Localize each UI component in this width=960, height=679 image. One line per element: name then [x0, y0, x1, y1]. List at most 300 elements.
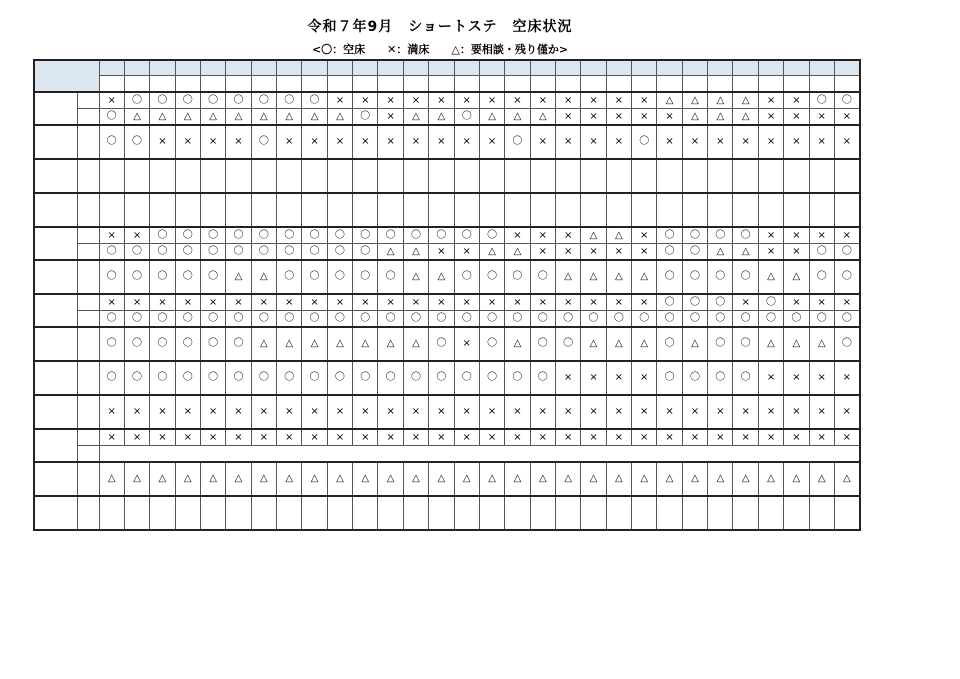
- header-day: [505, 60, 530, 75]
- availability-cell: ×: [226, 125, 251, 159]
- availability-cell: [479, 496, 504, 530]
- availability-cell: 〇: [479, 260, 504, 294]
- availability-cell: ×: [353, 395, 378, 429]
- availability-cell: ×: [809, 227, 834, 244]
- availability-cell: ×: [505, 429, 530, 446]
- availability-cell: △: [708, 109, 733, 126]
- availability-cell: 〇: [682, 244, 707, 261]
- availability-cell: 〇: [758, 311, 783, 328]
- room-type: [77, 125, 99, 159]
- availability-cell: [200, 193, 225, 227]
- availability-cell: ×: [606, 92, 631, 109]
- availability-cell: [733, 159, 758, 193]
- availability-cell: 〇: [708, 227, 733, 244]
- availability-cell: 〇: [175, 260, 200, 294]
- availability-cell: ×: [733, 395, 758, 429]
- availability-cell: ×: [454, 125, 479, 159]
- availability-cell: ×: [581, 244, 606, 261]
- availability-cell: [175, 193, 200, 227]
- room-type: [77, 311, 99, 328]
- availability-cell: △: [657, 462, 682, 496]
- availability-cell: 〇: [708, 361, 733, 395]
- availability-cell: ×: [327, 294, 352, 311]
- availability-cell: ×: [454, 395, 479, 429]
- availability-cell: △: [530, 462, 555, 496]
- availability-cell: 〇: [429, 361, 454, 395]
- header-day: [200, 60, 225, 75]
- availability-cell: ×: [632, 395, 657, 429]
- header-day: [784, 60, 809, 75]
- availability-cell: ×: [530, 92, 555, 109]
- availability-cell: 〇: [327, 361, 352, 395]
- availability-cell: 〇: [834, 92, 859, 109]
- availability-cell: ×: [758, 361, 783, 395]
- availability-cell: 〇: [682, 311, 707, 328]
- availability-cell: ×: [606, 361, 631, 395]
- availability-cell: [581, 496, 606, 530]
- vacancy-table: [33, 59, 861, 531]
- availability-cell: 〇: [454, 260, 479, 294]
- availability-cell: ×: [657, 125, 682, 159]
- availability-cell: ×: [581, 395, 606, 429]
- header-weekday: [175, 75, 200, 92]
- availability-cell: ×: [784, 244, 809, 261]
- availability-cell: 〇: [327, 227, 352, 244]
- availability-cell: 〇: [682, 227, 707, 244]
- availability-cell: ×: [758, 429, 783, 446]
- facility-name: [34, 125, 77, 159]
- availability-cell: △: [454, 462, 479, 496]
- availability-cell: △: [581, 260, 606, 294]
- availability-cell: [150, 193, 175, 227]
- availability-cell: △: [302, 109, 327, 126]
- availability-cell: △: [733, 109, 758, 126]
- availability-cell: ×: [758, 109, 783, 126]
- availability-cell: ×: [454, 327, 479, 361]
- availability-cell: ×: [555, 429, 580, 446]
- header-weekday: [505, 75, 530, 92]
- header-weekday: [682, 75, 707, 92]
- availability-cell: ×: [581, 109, 606, 126]
- availability-cell: ×: [606, 294, 631, 311]
- availability-cell: [479, 159, 504, 193]
- availability-cell: 〇: [353, 227, 378, 244]
- availability-cell: 〇: [733, 227, 758, 244]
- availability-cell: 〇: [378, 361, 403, 395]
- availability-cell: ×: [505, 92, 530, 109]
- availability-cell: ×: [479, 429, 504, 446]
- availability-cell: 〇: [99, 109, 124, 126]
- availability-cell: ×: [99, 429, 124, 446]
- availability-cell: ×: [834, 429, 859, 446]
- availability-cell: ×: [784, 227, 809, 244]
- header-weekday: [403, 75, 428, 92]
- availability-cell: △: [530, 109, 555, 126]
- facility-name: [34, 429, 77, 462]
- availability-cell: △: [378, 462, 403, 496]
- availability-cell: [403, 496, 428, 530]
- availability-cell: ×: [530, 244, 555, 261]
- availability-cell: [277, 496, 302, 530]
- availability-cell: △: [479, 462, 504, 496]
- availability-cell: ×: [530, 294, 555, 311]
- availability-cell: ×: [632, 244, 657, 261]
- availability-cell: [226, 193, 251, 227]
- availability-cell: [581, 193, 606, 227]
- availability-cell: 〇: [708, 260, 733, 294]
- availability-cell: △: [150, 109, 175, 126]
- availability-cell: ×: [530, 227, 555, 244]
- availability-cell: ×: [606, 395, 631, 429]
- availability-cell: 〇: [657, 244, 682, 261]
- availability-cell: [429, 193, 454, 227]
- availability-cell: ×: [429, 92, 454, 109]
- availability-cell: [708, 193, 733, 227]
- availability-cell: ×: [809, 361, 834, 395]
- room-type: [77, 361, 99, 395]
- availability-cell: △: [708, 92, 733, 109]
- availability-cell: ×: [809, 429, 834, 446]
- availability-cell: △: [758, 327, 783, 361]
- availability-cell: 〇: [175, 311, 200, 328]
- availability-cell: 〇: [429, 327, 454, 361]
- availability-cell: [277, 193, 302, 227]
- room-type: [77, 294, 99, 311]
- availability-cell: ×: [124, 227, 149, 244]
- header-weekday: [632, 75, 657, 92]
- availability-cell: ×: [150, 125, 175, 159]
- availability-cell: ×: [454, 429, 479, 446]
- availability-cell: ×: [302, 395, 327, 429]
- availability-cell: 〇: [99, 361, 124, 395]
- availability-cell: ×: [758, 92, 783, 109]
- availability-cell: ×: [606, 125, 631, 159]
- availability-cell: [99, 193, 124, 227]
- availability-cell: △: [784, 462, 809, 496]
- header-weekday: [708, 75, 733, 92]
- availability-cell: △: [124, 109, 149, 126]
- availability-cell: ×: [530, 125, 555, 159]
- availability-cell: [708, 159, 733, 193]
- availability-cell: 〇: [505, 260, 530, 294]
- availability-cell: ×: [99, 395, 124, 429]
- availability-cell: △: [429, 109, 454, 126]
- header-weekday: [733, 75, 758, 92]
- availability-cell: △: [251, 462, 276, 496]
- availability-cell: 〇: [175, 92, 200, 109]
- availability-cell: ×: [200, 125, 225, 159]
- availability-cell: 〇: [277, 244, 302, 261]
- header-day: [403, 60, 428, 75]
- availability-cell: [657, 496, 682, 530]
- availability-cell: 〇: [834, 327, 859, 361]
- availability-cell: [403, 159, 428, 193]
- availability-cell: ×: [175, 395, 200, 429]
- availability-cell: [200, 496, 225, 530]
- availability-cell: 〇: [150, 227, 175, 244]
- availability-cell: △: [251, 327, 276, 361]
- availability-cell: 〇: [403, 227, 428, 244]
- availability-cell: [809, 193, 834, 227]
- availability-cell: ×: [175, 294, 200, 311]
- availability-cell: 〇: [809, 244, 834, 261]
- availability-cell: ×: [606, 429, 631, 446]
- availability-cell: 〇: [758, 294, 783, 311]
- availability-cell: △: [302, 327, 327, 361]
- availability-cell: 〇: [657, 260, 682, 294]
- availability-cell: [530, 496, 555, 530]
- availability-cell: 〇: [226, 227, 251, 244]
- availability-cell: △: [200, 109, 225, 126]
- availability-cell: ×: [327, 395, 352, 429]
- availability-cell: 〇: [251, 311, 276, 328]
- header-weekday: [758, 75, 783, 92]
- header-day: [632, 60, 657, 75]
- availability-cell: △: [581, 462, 606, 496]
- availability-cell: 〇: [124, 361, 149, 395]
- header-weekday: [378, 75, 403, 92]
- availability-cell: △: [327, 462, 352, 496]
- availability-cell: [454, 496, 479, 530]
- header-day: [124, 60, 149, 75]
- availability-cell: [682, 193, 707, 227]
- room-type: [77, 327, 99, 361]
- availability-cell: ×: [277, 125, 302, 159]
- availability-cell: ×: [657, 109, 682, 126]
- availability-cell: 〇: [200, 361, 225, 395]
- facility-name: [34, 361, 77, 395]
- availability-cell: [555, 193, 580, 227]
- page-title: 令和７年9月 ショートステ 空床状況: [307, 19, 573, 35]
- availability-cell: △: [479, 109, 504, 126]
- availability-cell: 〇: [99, 244, 124, 261]
- header-day: [454, 60, 479, 75]
- availability-cell: [353, 159, 378, 193]
- availability-cell: 〇: [809, 311, 834, 328]
- availability-cell: ×: [581, 361, 606, 395]
- availability-cell: [302, 159, 327, 193]
- availability-cell: ×: [632, 109, 657, 126]
- availability-cell: ×: [454, 294, 479, 311]
- availability-cell: △: [733, 92, 758, 109]
- header-weekday: [302, 75, 327, 92]
- availability-cell: △: [403, 244, 428, 261]
- availability-cell: 〇: [150, 244, 175, 261]
- availability-cell: △: [175, 462, 200, 496]
- availability-cell: △: [758, 462, 783, 496]
- availability-cell: △: [429, 260, 454, 294]
- header-weekday: [124, 75, 149, 92]
- availability-cell: ×: [454, 92, 479, 109]
- availability-cell: ×: [784, 429, 809, 446]
- availability-cell: ×: [378, 395, 403, 429]
- availability-cell: △: [479, 244, 504, 261]
- availability-cell: ×: [834, 125, 859, 159]
- availability-cell: ×: [378, 294, 403, 311]
- availability-cell: [758, 496, 783, 530]
- facility-name: [34, 462, 77, 496]
- header-day: [479, 60, 504, 75]
- availability-cell: △: [251, 109, 276, 126]
- availability-cell: ×: [758, 227, 783, 244]
- availability-cell: ×: [834, 294, 859, 311]
- header-day: [353, 60, 378, 75]
- header-day: [530, 60, 555, 75]
- header-day: [555, 60, 580, 75]
- availability-cell: 〇: [632, 125, 657, 159]
- availability-cell: 〇: [378, 311, 403, 328]
- availability-cell: △: [277, 327, 302, 361]
- availability-cell: 〇: [784, 311, 809, 328]
- availability-cell: ×: [353, 294, 378, 311]
- availability-cell: ×: [251, 429, 276, 446]
- availability-cell: ×: [632, 294, 657, 311]
- availability-cell: [302, 496, 327, 530]
- availability-cell: ×: [555, 244, 580, 261]
- header-weekday: [809, 75, 834, 92]
- availability-cell: 〇: [530, 327, 555, 361]
- availability-cell: ×: [378, 109, 403, 126]
- availability-cell: 〇: [251, 244, 276, 261]
- availability-cell: 〇: [682, 294, 707, 311]
- header-weekday: [530, 75, 555, 92]
- availability-cell: ×: [606, 109, 631, 126]
- facility-name: [34, 395, 77, 429]
- room-type: [77, 227, 99, 244]
- availability-cell: 〇: [124, 327, 149, 361]
- availability-cell: 〇: [302, 260, 327, 294]
- availability-cell: 〇: [632, 311, 657, 328]
- header-day: [708, 60, 733, 75]
- availability-cell: ×: [378, 429, 403, 446]
- availability-cell: △: [378, 327, 403, 361]
- availability-cell: ×: [809, 125, 834, 159]
- availability-cell: △: [809, 327, 834, 361]
- availability-cell: 〇: [251, 125, 276, 159]
- room-type: [77, 159, 99, 193]
- availability-cell: ×: [758, 395, 783, 429]
- availability-cell: 〇: [555, 327, 580, 361]
- availability-cell: △: [226, 462, 251, 496]
- availability-cell: 〇: [277, 311, 302, 328]
- header-facility-label: [34, 60, 99, 92]
- availability-cell: [809, 159, 834, 193]
- room-type: [77, 496, 99, 530]
- availability-cell: ×: [353, 125, 378, 159]
- availability-cell: [784, 159, 809, 193]
- availability-cell: ×: [403, 429, 428, 446]
- availability-cell: ×: [555, 294, 580, 311]
- availability-cell: 〇: [226, 361, 251, 395]
- availability-cell: △: [302, 462, 327, 496]
- availability-cell: △: [657, 92, 682, 109]
- availability-cell: △: [403, 260, 428, 294]
- availability-cell: ×: [555, 395, 580, 429]
- availability-cell: ×: [327, 429, 352, 446]
- availability-cell: △: [733, 244, 758, 261]
- room-type: [77, 462, 99, 496]
- availability-cell: ×: [99, 92, 124, 109]
- header-day: [99, 60, 124, 75]
- availability-cell: △: [353, 462, 378, 496]
- availability-cell: [175, 496, 200, 530]
- availability-cell: [302, 193, 327, 227]
- availability-cell: ×: [606, 244, 631, 261]
- availability-cell: 〇: [657, 311, 682, 328]
- availability-cell: ×: [834, 109, 859, 126]
- availability-cell: [479, 193, 504, 227]
- availability-cell: ×: [429, 125, 454, 159]
- availability-cell: △: [505, 244, 530, 261]
- header-day: [809, 60, 834, 75]
- header-day: [606, 60, 631, 75]
- availability-cell: ×: [479, 395, 504, 429]
- header-weekday: [784, 75, 809, 92]
- availability-cell: 〇: [454, 227, 479, 244]
- header-day: [175, 60, 200, 75]
- availability-cell: ×: [733, 294, 758, 311]
- availability-cell: ×: [479, 294, 504, 311]
- facility-name: [34, 159, 77, 193]
- availability-cell: 〇: [530, 361, 555, 395]
- availability-cell: [251, 159, 276, 193]
- availability-cell: [530, 193, 555, 227]
- availability-cell: 〇: [378, 260, 403, 294]
- availability-cell: [657, 193, 682, 227]
- availability-cell: 〇: [226, 327, 251, 361]
- room-type: [77, 193, 99, 227]
- availability-cell: ×: [302, 294, 327, 311]
- availability-cell: ×: [784, 125, 809, 159]
- availability-cell: 〇: [378, 227, 403, 244]
- availability-cell: [733, 193, 758, 227]
- availability-cell: △: [682, 109, 707, 126]
- availability-cell: △: [606, 327, 631, 361]
- availability-cell: △: [708, 462, 733, 496]
- availability-cell: ×: [632, 227, 657, 244]
- availability-cell: 〇: [277, 227, 302, 244]
- availability-cell: ×: [834, 395, 859, 429]
- availability-cell: △: [555, 462, 580, 496]
- availability-cell: 〇: [682, 260, 707, 294]
- availability-cell: 〇: [251, 227, 276, 244]
- availability-cell: 〇: [505, 125, 530, 159]
- availability-cell: △: [403, 327, 428, 361]
- header-day: [657, 60, 682, 75]
- availability-cell: ×: [784, 294, 809, 311]
- availability-cell: ×: [150, 395, 175, 429]
- availability-cell: ×: [175, 125, 200, 159]
- availability-cell: ×: [809, 294, 834, 311]
- availability-cell: △: [682, 462, 707, 496]
- availability-cell: ×: [124, 395, 149, 429]
- availability-cell: [124, 159, 149, 193]
- availability-cell: ×: [403, 92, 428, 109]
- header-weekday: [479, 75, 504, 92]
- availability-cell: ×: [834, 361, 859, 395]
- availability-cell: 〇: [479, 361, 504, 395]
- availability-cell: ×: [226, 429, 251, 446]
- availability-cell: [327, 193, 352, 227]
- availability-cell: ×: [505, 395, 530, 429]
- availability-cell: 〇: [479, 311, 504, 328]
- availability-cell: ×: [124, 294, 149, 311]
- availability-cell: △: [124, 462, 149, 496]
- availability-cell: ×: [657, 395, 682, 429]
- availability-cell: △: [327, 327, 352, 361]
- availability-cell: ×: [251, 294, 276, 311]
- availability-cell: [378, 159, 403, 193]
